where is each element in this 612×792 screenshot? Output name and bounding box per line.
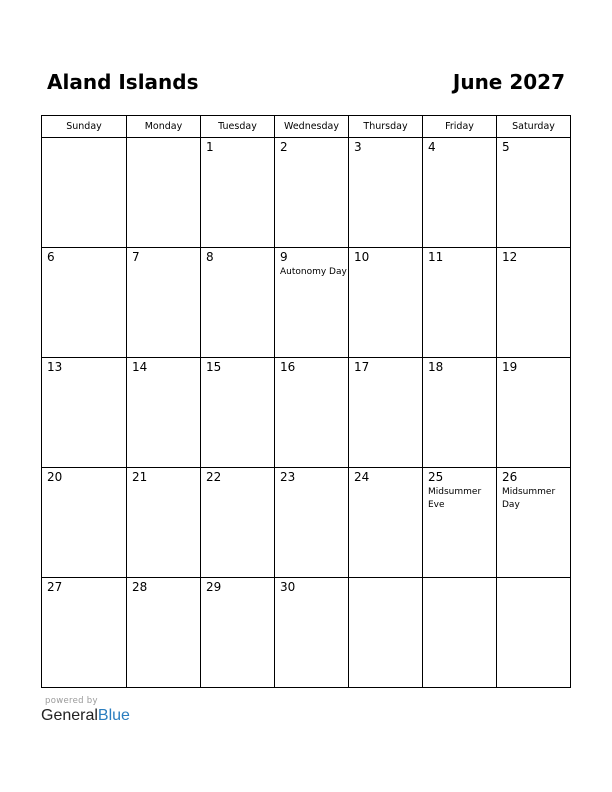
day-cell (497, 248, 571, 358)
day-cell (127, 578, 201, 688)
day-cell (42, 248, 127, 358)
day-cell (42, 138, 127, 248)
week-row-5 (42, 578, 571, 688)
calendar-grid (41, 115, 571, 688)
day-cell (497, 468, 571, 578)
day-cell (423, 468, 497, 578)
day-number: 3 (354, 140, 362, 154)
day-number: 14 (132, 360, 148, 374)
day-cell (423, 578, 497, 688)
day-cell (349, 138, 423, 248)
day-number: 7 (132, 250, 140, 264)
day-cell (127, 248, 201, 358)
holiday-label: Midsummer Day (502, 487, 556, 510)
weekday-monday: Monday (127, 116, 201, 138)
day-cell (275, 138, 349, 248)
day-number: 23 (280, 470, 296, 484)
day-number: 20 (47, 470, 63, 484)
day-cell (42, 358, 127, 468)
weekday-tuesday: Tuesday (201, 116, 275, 138)
day-number: 25 (428, 470, 444, 484)
day-number: 5 (502, 140, 510, 154)
day-cell (275, 468, 349, 578)
generalblue-logo[interactable] (41, 707, 130, 725)
brand-general: General (41, 707, 98, 724)
day-number: 8 (206, 250, 214, 264)
day-number: 21 (132, 470, 148, 484)
day-cell (201, 358, 275, 468)
day-number: 13 (47, 360, 63, 374)
day-cell (275, 578, 349, 688)
weekday-thursday: Thursday (349, 116, 423, 138)
day-cell (127, 138, 201, 248)
week-row-2 (42, 248, 571, 358)
country-title: Aland Islands (47, 70, 199, 94)
weekday-friday: Friday (423, 116, 497, 138)
day-number: 11 (428, 250, 444, 264)
day-number: 10 (354, 250, 370, 264)
day-cell (497, 358, 571, 468)
day-number: 9 (280, 250, 288, 264)
day-cell (497, 578, 571, 688)
day-number: 12 (502, 250, 518, 264)
day-number: 1 (206, 140, 214, 154)
month-year-title: June 2027 (452, 70, 565, 94)
weekday-saturday: Saturday (497, 116, 571, 138)
day-number: 15 (206, 360, 222, 374)
day-cell (201, 248, 275, 358)
day-number: 4 (428, 140, 436, 154)
day-cell (127, 358, 201, 468)
week-row-4 (42, 468, 571, 578)
day-cell (201, 578, 275, 688)
day-number: 29 (206, 580, 222, 594)
weekday-sunday: Sunday (42, 116, 127, 138)
week-row-3 (42, 358, 571, 468)
day-number: 27 (47, 580, 63, 594)
day-cell (497, 138, 571, 248)
day-number: 22 (206, 470, 222, 484)
brand-blue: Blue (97, 707, 130, 724)
day-cell (349, 468, 423, 578)
weekday-header-row (42, 116, 571, 138)
day-number: 2 (280, 140, 288, 154)
day-number: 24 (354, 470, 370, 484)
day-cell (349, 248, 423, 358)
week-row-1 (42, 138, 571, 248)
day-number: 30 (280, 580, 296, 594)
day-cell (127, 468, 201, 578)
footer (41, 696, 130, 725)
day-cell (275, 358, 349, 468)
day-number: 19 (502, 360, 518, 374)
holiday-label: Midsummer Eve (428, 487, 482, 510)
day-cell (423, 248, 497, 358)
day-cell (201, 468, 275, 578)
day-cell (42, 468, 127, 578)
day-number: 28 (132, 580, 148, 594)
day-cell (42, 578, 127, 688)
day-number: 16 (280, 360, 296, 374)
powered-by-text: powered by (45, 696, 98, 706)
day-cell (201, 138, 275, 248)
day-number: 17 (354, 360, 370, 374)
day-number: 26 (502, 470, 518, 484)
day-cell (349, 358, 423, 468)
holiday-label: Autonomy Day (280, 267, 347, 277)
day-cell (275, 248, 349, 358)
day-cell (423, 138, 497, 248)
day-cell (349, 578, 423, 688)
day-number: 6 (47, 250, 55, 264)
weekday-wednesday: Wednesday (275, 116, 349, 138)
day-number: 18 (428, 360, 444, 374)
day-cell (423, 358, 497, 468)
